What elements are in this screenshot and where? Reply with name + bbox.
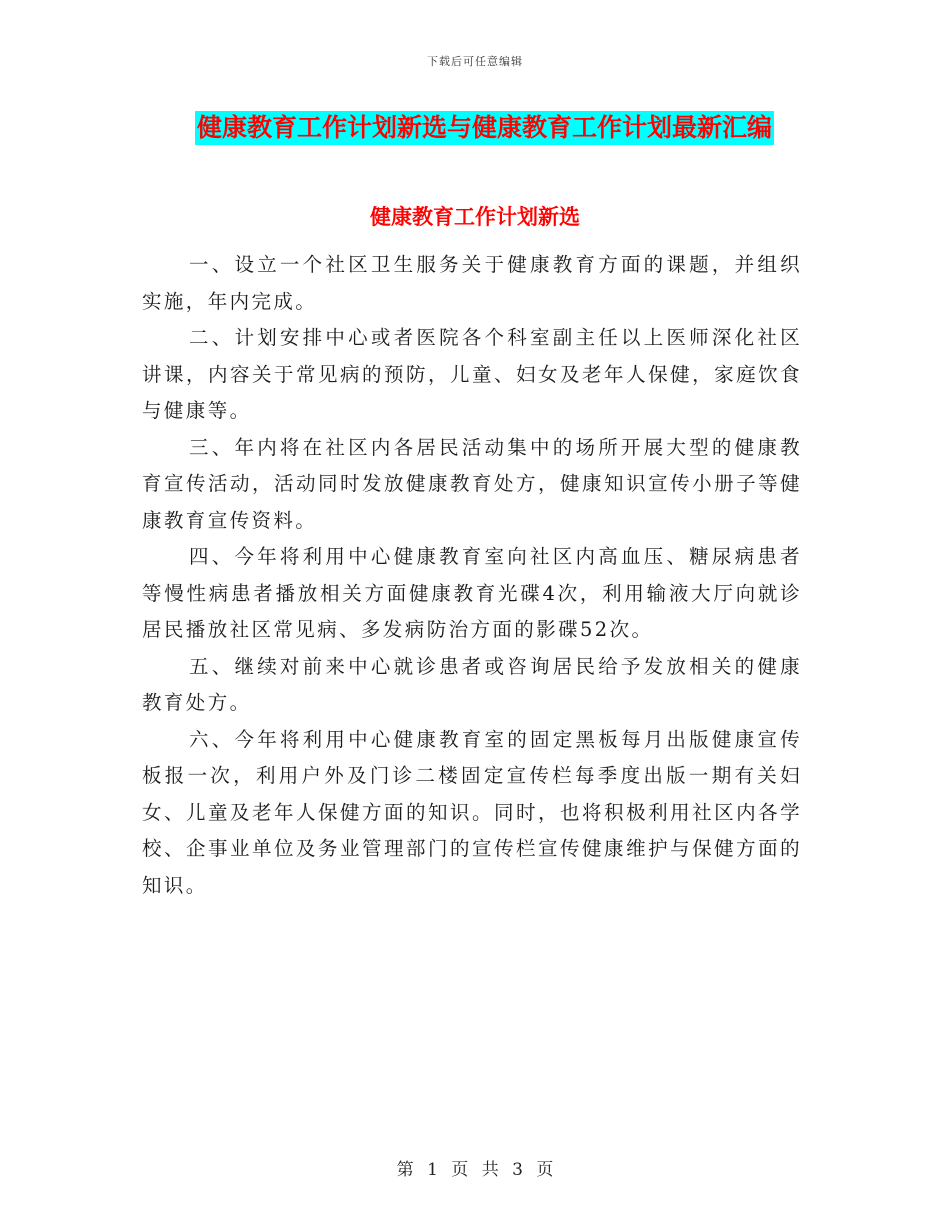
total-label: 共 [481, 1160, 499, 1180]
paragraph-2: 二、计划安排中心或者医院各个科室副主任以上医师深化社区讲课，内容关于常见病的预防，儿童、妇女及老年人保健，家庭饮食与健康等。 [142, 326, 802, 422]
paragraph-1: 一、设立一个社区卫生服务关于健康教育方面的课题，并组织实施，年内完成。 [142, 253, 802, 313]
document-title: 健康教育工作计划新选与健康教育工作计划最新汇编 [195, 111, 774, 145]
page-footer [0, 1155, 950, 1180]
paragraph-4: 四、今年将利用中心健康教育室向社区内高血压、糖尿病患者等慢性病患者播放相关方面健康教育光碟4次，利用输液大厅向就诊居民播放社区常见病、多发病防治方面的影碟52次。 [142, 545, 802, 641]
paragraph-5: 五、继续对前来中心就诊患者或咨询居民给予发放相关的健康教育处方。 [142, 654, 802, 714]
paragraph-3: 三、年内将在社区内各居民活动集中的场所开展大型的健康教育宣传活动，活动同时发放健康教育处方，健康知识宣传小册子等健康教育宣传资料。 [142, 435, 802, 532]
section-title: 健康教育工作计划新选 [370, 205, 580, 229]
page-label-middle: 页 [451, 1160, 469, 1180]
page-label-suffix: 页 [536, 1160, 554, 1180]
document-body [142, 247, 802, 904]
paragraph-6: 六、今年将利用中心健康教育室的固定黑板每月出版健康宣传板报一次，利用户外及门诊二楼固定宣传栏每季度出版一期有关妇女、儿童及老年人保健方面的知识。同时，也将积极利用社区内各学校、企事业单位及务业管理部门的宣传栏宣传健康维护与保健方面的知识。 [142, 727, 802, 897]
page-label-prefix: 第 [396, 1160, 414, 1180]
header-note: 下载后可任意编辑 [427, 55, 523, 68]
page-number: 1 [427, 1160, 438, 1180]
total-pages: 3 [512, 1160, 523, 1180]
